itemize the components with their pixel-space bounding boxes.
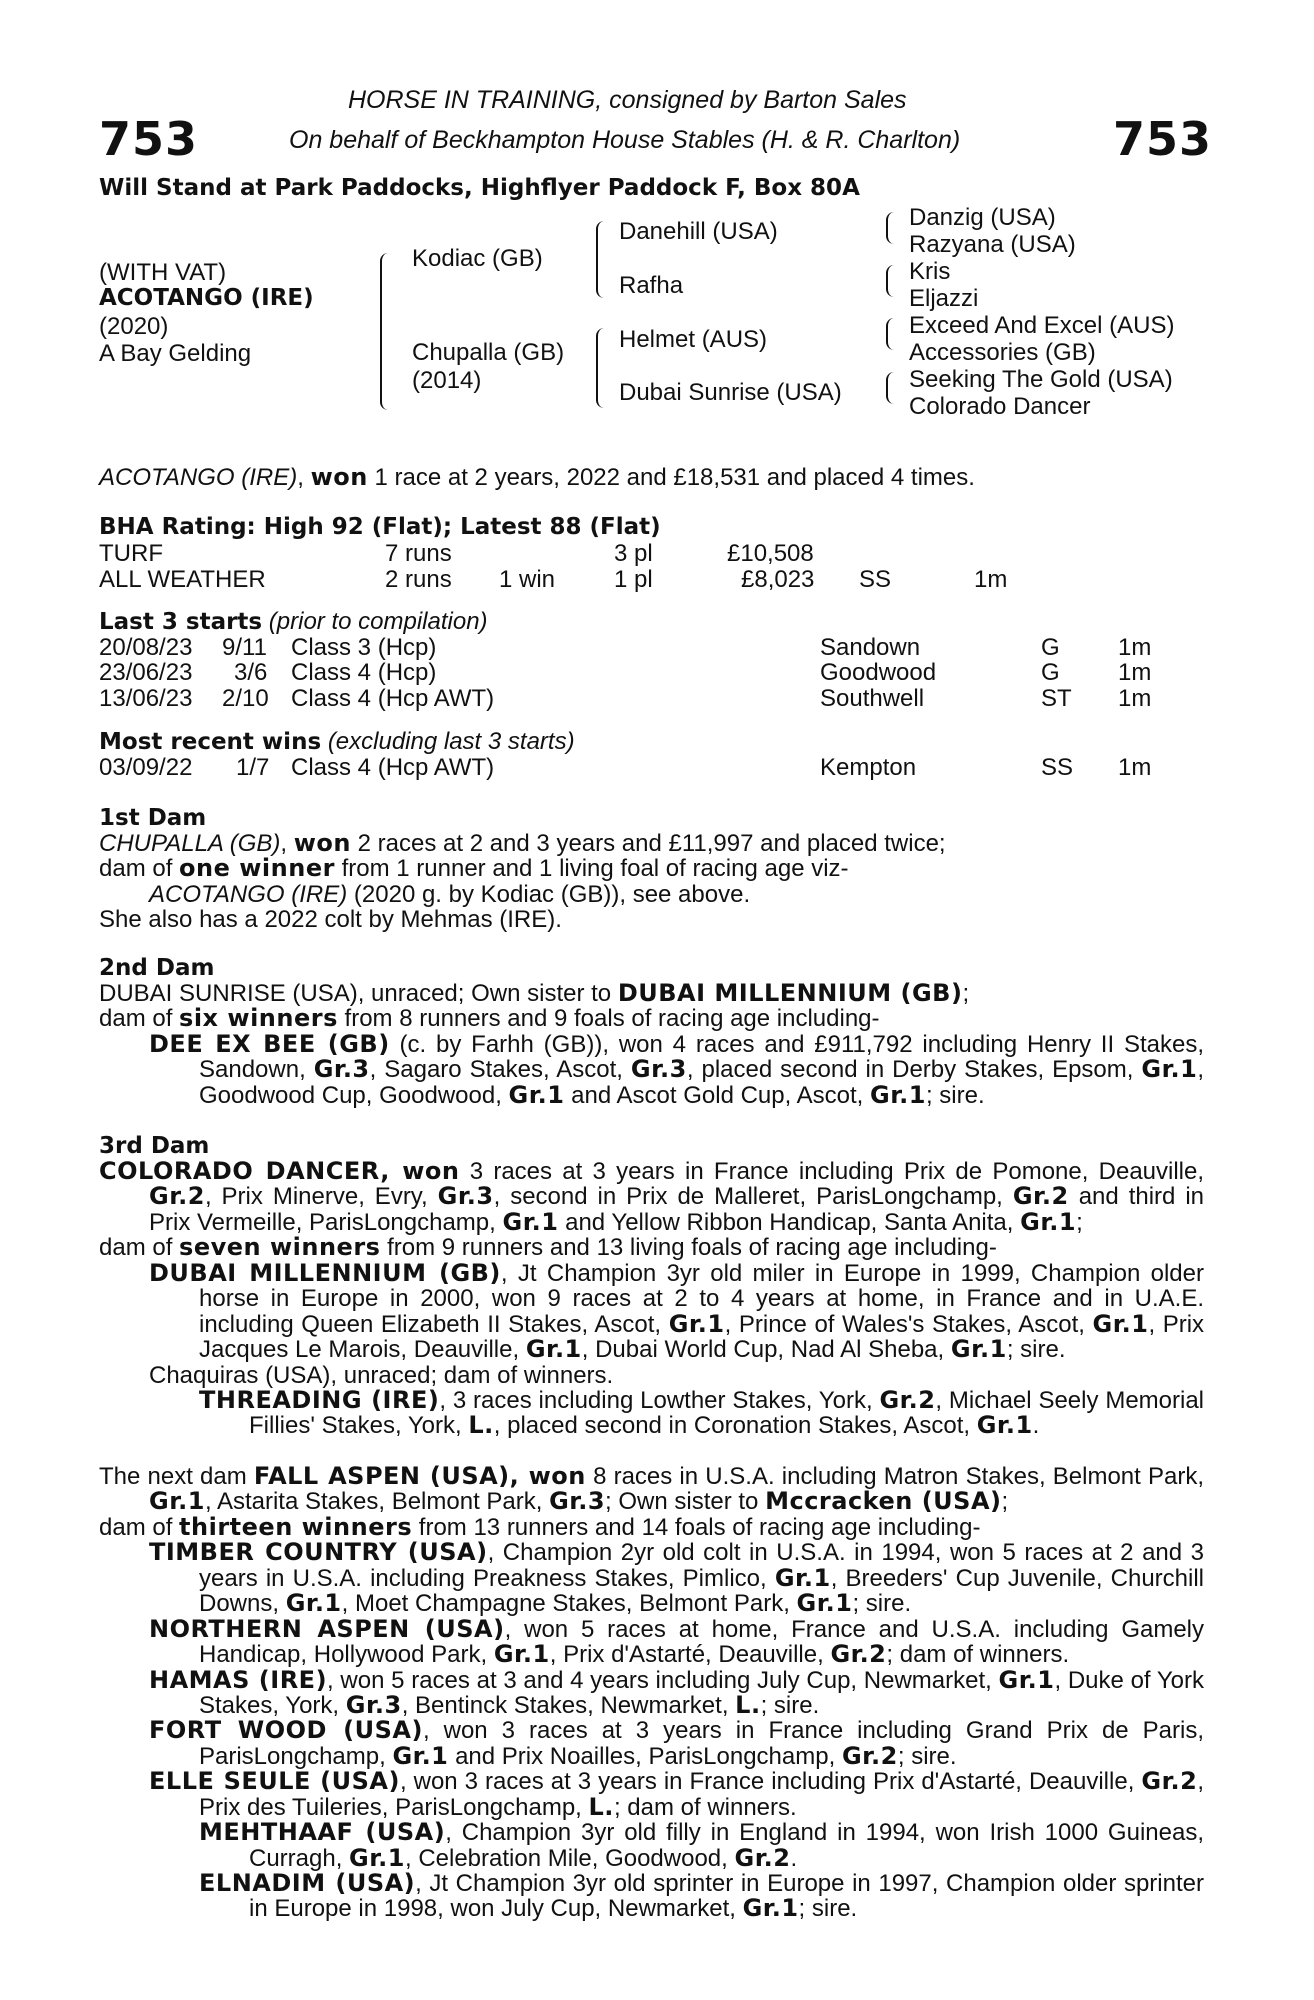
horse-year: (2020) — [99, 313, 169, 340]
start-position: 3/6 — [234, 659, 268, 686]
first-dam-heading: 1st Dam — [99, 805, 207, 831]
grandfoal-mehthaaf: MEHTHAAF (USA), Champion 3yr old filly in England in 1994, won Irish 1000 Guineas, Curragh, Gr.1, Celebration Mile, Goodwood, Gr.2. — [199, 1818, 1204, 1872]
rating-placed: 3 pl — [614, 540, 653, 567]
start-distance: 1m — [1118, 634, 1152, 661]
first-dam-record: CHUPALLA (GB), won 2 races at 2 and 3 years and £11,997 and placed twice; — [99, 829, 946, 857]
rating-placed: 1 pl — [614, 566, 653, 593]
ped-ssd: Razyana (USA) — [909, 231, 1076, 258]
start-race: Class 3 (Hcp) — [291, 634, 437, 661]
start-race: Class 4 (Hcp) — [291, 659, 437, 686]
stand-location: Will Stand at Park Paddocks, Highflyer Paddock F, Box 80A — [99, 175, 860, 201]
third-dam-heading: 3rd Dam — [99, 1133, 210, 1159]
horse-description: A Bay Gelding — [99, 340, 252, 367]
ped-sire-dam: Rafha — [619, 272, 684, 299]
last3-heading: Last 3 starts — [99, 609, 263, 635]
next-dam-produce: dam of thirteen winners from 13 runners and 14 foals of racing age including- — [99, 1512, 981, 1541]
vat-label: (WITH VAT) — [99, 259, 227, 286]
ped-sss: Danzig (USA) — [909, 204, 1056, 231]
foal-fort-wood: FORT WOOD (USA), won 3 races at 3 years in France including Grand Prix de Paris, ParisLongchamp, Gr.1 and Prix Noailles, ParisLongchamp, Gr.2; sire. — [149, 1716, 1205, 1770]
lot-number-left: 753 — [99, 112, 199, 166]
brace-g3-3 — [886, 318, 896, 350]
ped-sdd: Eljazzi — [909, 285, 979, 312]
lot-number-right: 753 — [1113, 112, 1213, 166]
ped-dam-year: (2014) — [412, 367, 482, 394]
start-going: G — [1041, 634, 1060, 661]
second-dam-record: DUBAI SUNRISE (USA), unraced; Own sister to DUBAI MILLENNIUM (GB); — [99, 979, 970, 1007]
win-course: Kempton — [820, 754, 917, 781]
start-position: 2/10 — [222, 685, 269, 712]
horse-name: ACOTANGO (IRE) — [99, 285, 314, 311]
second-dam-section — [99, 956, 1204, 1108]
first-dam-produce: dam of one winner from 1 runner and 1 living foal of racing age viz- — [99, 854, 849, 883]
foal-hamas: HAMAS (IRE), won 5 races at 3 and 4 years including July Cup, Newmarket, Gr.1, Duke of York Stakes, York, Gr.3, Bentinck Stakes, Newmarket, L.; sire. — [149, 1665, 1205, 1719]
recent-heading-line — [99, 729, 575, 754]
ped-sds: Kris — [909, 258, 951, 285]
brace-dam — [596, 328, 608, 408]
rating-runs: 2 runs — [385, 566, 452, 593]
foal-elle-seule: ELLE SEULE (USA), won 3 races at 3 years in France including Prix d'Astarté, Deauville, Gr.2, Prix des Tuileries, ParisLongchamp, L.; dam of winners. — [149, 1767, 1205, 1821]
win-date: 03/09/22 — [99, 754, 193, 781]
ped-ddd: Colorado Dancer — [909, 393, 1091, 420]
start-date: 13/06/23 — [99, 685, 193, 712]
third-dam-foal-chaquiras: Chaquiras (USA), unraced; dam of winners. — [149, 1361, 614, 1389]
rating-distance: 1m — [974, 566, 1008, 593]
ped-dam-sire: Helmet (AUS) — [619, 326, 768, 353]
start-course: Southwell — [820, 685, 925, 712]
third-dam-produce: dam of seven winners from 9 runners and 13 living foals of racing age including- — [99, 1233, 997, 1262]
win-position: 1/7 — [236, 754, 270, 781]
first-dam-section — [99, 806, 1204, 933]
ped-dss: Exceed And Excel (AUS) — [909, 312, 1175, 339]
third-dam-section — [99, 1134, 1204, 1439]
rating-heading: BHA Rating: High 92 (Flat); Latest 88 (Flat) — [99, 514, 661, 540]
rating-surface: ALL WEATHER — [99, 566, 266, 593]
start-course: Sandown — [820, 634, 921, 661]
ped-dds: Seeking The Gold (USA) — [909, 366, 1173, 393]
ped-sire-sire: Danehill (USA) — [619, 218, 778, 245]
last3-heading-line — [99, 609, 488, 634]
race-summary: ACOTANGO (IRE), won 1 race at 2 years, 2022 and £18,531 and placed 4 times. — [99, 463, 975, 491]
summary-won: won — [310, 463, 368, 491]
third-dam-foal-dubai: DUBAI MILLENNIUM (GB), Jt Champion 3yr old miler in Europe in 1999, Champion older horse in Europe in 2000, won 9 races at 2 to 4 years at home, in France and in U.A.E. including Queen Elizabeth II Stakes, Ascot, Gr.1, Prince of Wales's Stakes, Ascot, Gr.1, Prix Jacques Le Marois, Deauville, Gr.1, Dubai World Cup, Nad Al Sheba, Gr.1; sire. — [149, 1258, 1205, 1364]
brace-g3-2 — [886, 265, 896, 297]
first-dam-note: She also has a 2022 colt by Mehmas (IRE). — [99, 906, 562, 934]
rating-runs: 7 runs — [385, 540, 452, 567]
brace-g3-1 — [886, 212, 896, 244]
stable-line: On behalf of Beckhampton House Stables (H. & R. Charlton) — [289, 126, 961, 154]
foal-northern-aspen: NORTHERN ASPEN (USA), won 5 races at home, France and U.S.A. including Gamely Handicap, Hollywood Park, Gr.1, Prix d'Astarté, Deauville, Gr.2; dam of winners. — [149, 1614, 1205, 1669]
win-going: SS — [1041, 754, 1074, 781]
summary-horse-name: ACOTANGO (IRE) — [99, 464, 298, 491]
second-dam-foal: DEE EX BEE (GB) (c. by Farhh (GB)), won 4 races and £911,792 including Henry II Stakes, Sandown, Gr.3, Sagaro Stakes, Ascot, Gr.3, placed second in Derby Stakes, Epsom, Gr.1, Goodwood Cup, Goodwood, Gr.1 and Ascot Gold Cup, Ascot, Gr.1; sire. — [149, 1029, 1205, 1109]
start-distance: 1m — [1118, 685, 1152, 712]
first-dam-foal: ACOTANGO (IRE) (2020 g. by Kodiac (GB)), see above. — [149, 880, 751, 908]
ped-sire: Kodiac (GB) — [412, 245, 543, 272]
start-course: Goodwood — [820, 659, 937, 686]
grandfoal-elnadim: ELNADIM (USA), Jt Champion 3yr old sprinter in Europe in 1997, Champion older sprinter in Europe in 1998, won July Cup, Newmarket, Gr.1; sire. — [199, 1869, 1204, 1923]
rating-going: SS — [859, 566, 892, 593]
third-dam-grandfoal-threading: THREADING (IRE), 3 races including Lowther Stakes, York, Gr.2, Michael Seely Memorial Fillies' Stakes, York, L., placed second in Coronation Stakes, Ascot, Gr.1. — [199, 1385, 1205, 1440]
win-distance: 1m — [1118, 754, 1152, 781]
second-dam-heading: 2nd Dam — [99, 955, 215, 981]
brace-sire — [596, 221, 608, 298]
second-dam-produce: dam of six winners from 8 runners and 9 foals of racing age including- — [99, 1004, 880, 1033]
start-date: 20/08/23 — [99, 634, 193, 661]
start-going: ST — [1041, 685, 1072, 712]
summary-text: 1 race at 2 years, 2022 and £18,531 and placed 4 times. — [374, 464, 975, 491]
rating-wins: 1 win — [499, 566, 556, 593]
start-going: G — [1041, 659, 1060, 686]
recent-note: (excluding last 3 starts) — [327, 728, 575, 755]
brace-sire-dam — [380, 253, 392, 410]
start-race: Class 4 (Hcp AWT) — [291, 685, 495, 712]
brace-g3-4 — [886, 372, 896, 404]
start-position: 9/11 — [222, 634, 267, 661]
recent-heading: Most recent wins — [99, 729, 322, 755]
ped-dsd: Accessories (GB) — [909, 339, 1096, 366]
rating-money: £8,023 — [741, 566, 815, 593]
next-dam-section — [99, 1464, 1204, 1922]
rating-money: £10,508 — [727, 540, 814, 567]
consignor-line: HORSE IN TRAINING, consigned by Barton Sales — [348, 86, 907, 114]
third-dam-record: COLORADO DANCER, won 3 races at 3 years in France including Prix de Pomone, Deauville, Gr.2, Prix Minerve, Evry, Gr.3, second in Prix de Malleret, ParisLongchamp, Gr.2 and third in Prix Vermeille, ParisLongchamp, Gr.1 and Yellow Ribbon Handicap, Santa Anita, Gr.1; — [99, 1157, 1205, 1236]
win-race: Class 4 (Hcp AWT) — [291, 754, 495, 781]
start-date: 23/06/23 — [99, 659, 193, 686]
rating-surface: TURF — [99, 540, 163, 567]
foal-timber-country: TIMBER COUNTRY (USA), Champion 2yr old colt in U.S.A. in 1994, won 5 races at 2 and 3 years in U.S.A. including Preakness Stakes, Pimlico, Gr.1, Breeders' Cup Juvenile, Churchill Downs, Gr.1, Moet Champagne Stakes, Belmont Park, Gr.1; sire. — [149, 1538, 1205, 1618]
start-distance: 1m — [1118, 659, 1152, 686]
last3-note: (prior to compilation) — [268, 608, 488, 635]
next-dam-record: The next dam FALL ASPEN (USA), won 8 races in U.S.A. including Matron Stakes, Belmont Park, Gr.1, Astarita Stakes, Belmont Park, Gr.3; Own sister to Mccracken (USA); — [99, 1462, 1205, 1516]
ped-dam: Chupalla (GB) — [412, 339, 565, 366]
ped-dam-dam: Dubai Sunrise (USA) — [619, 379, 842, 406]
